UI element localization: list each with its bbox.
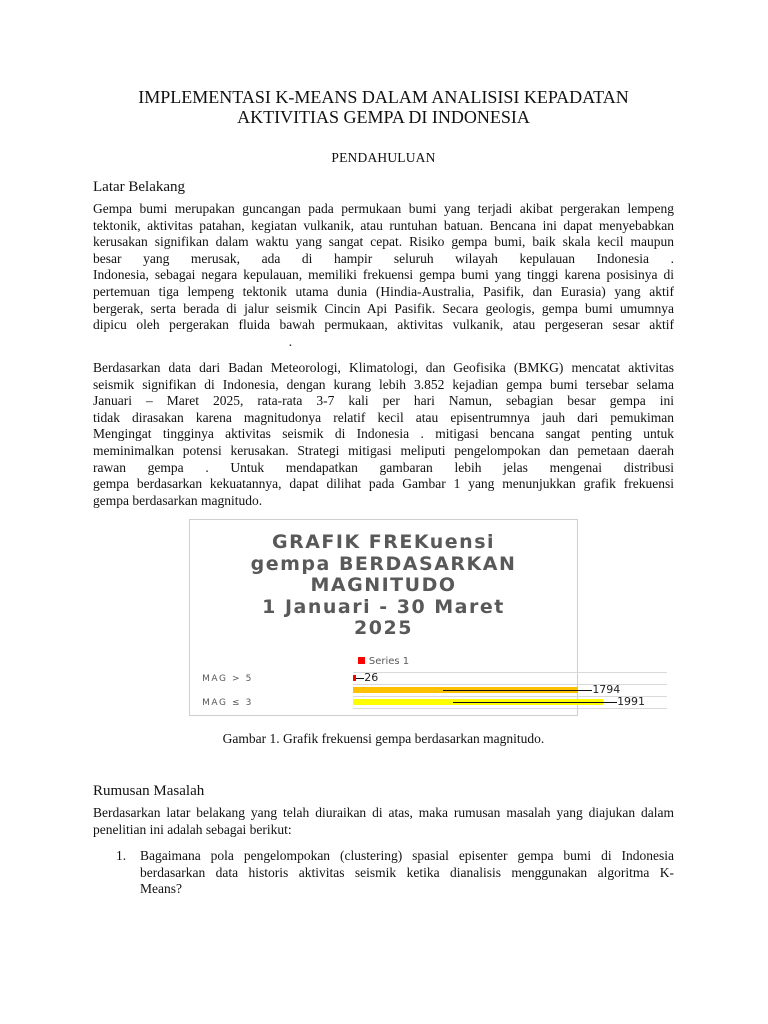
legend-swatch xyxy=(358,657,365,664)
text-line: besar yang merusak, ada di hampir seluruh wilayah kepulauan Indonesia . xyxy=(93,250,674,266)
section-heading: PENDAHULUAN xyxy=(331,150,436,165)
text-line: Means? xyxy=(140,881,182,897)
chart-legend xyxy=(190,656,577,667)
text-line: gempa berdasarkan magnitudo. xyxy=(93,492,263,508)
chart-title-line: gempa BERDASARKAN xyxy=(250,552,517,575)
text-line: tektonik, aktivitas patahan, kegiatan vulkanik, atau runtuhan batuan. Bencana ini dapat menyebabkan xyxy=(93,217,674,233)
text-line: kerusakan signifikan dalam waktu yang sangat cepat. Risiko gempa bumi, baik skala kecil maupun xyxy=(93,234,674,250)
paragraph-rumusan-masalah xyxy=(93,805,674,838)
chart-plot-area xyxy=(190,671,646,716)
data-label: 1991 xyxy=(617,695,646,708)
text-line: Indonesia, sebagai negara kepulauan, memiliki frekuensi gempa bumi yang tinggi karena posisinya di xyxy=(93,267,674,283)
y-tick-label: MAG ≤ 3 xyxy=(202,698,253,708)
data-label-leader xyxy=(453,702,617,703)
chart-title-line: MAGNITUDO xyxy=(310,574,457,596)
subheading-latar-belakang: Latar Belakang xyxy=(93,179,186,195)
title-line-1: IMPLEMENTASI K-MEANS DALAM ANALISISI KEPADATAN xyxy=(138,87,629,107)
y-tick-label: MAG > 5 xyxy=(202,674,253,684)
data-label-leader xyxy=(443,690,592,691)
figure-caption: Gambar 1. Grafik frekuensi gempa berdasarkan magnitudo. xyxy=(222,731,545,746)
text-line: Berdasarkan data dari Badan Meteorologi, Klimatologi, dan Geofisika (BMKG) mencatat aktivitas xyxy=(93,360,674,375)
chart-title-line: GRAFIK FREKuensi xyxy=(271,531,496,553)
list-item xyxy=(140,848,674,898)
text-line: Januari – Maret 2025, rata-rata 3-7 kali per hari Namun, sebagian besar gempa ini xyxy=(93,393,674,409)
text-line: gempa berdasarkan kekuatannya, dapat dilihat pada Gambar 1 yang menunjukkan grafik frekuensi xyxy=(93,476,674,492)
data-label: 26 xyxy=(364,671,379,684)
chart-figure xyxy=(189,519,646,716)
text-line: meminimalkan potensi kerusakan. Strategi mitigasi meliputi pengelompokan dan pemetaan daerah xyxy=(93,442,674,458)
text-line: . xyxy=(93,333,293,349)
text-line: penelitian ini adalah sebagai berikut: xyxy=(93,821,292,837)
text-line: bergerak, serta berada di jalur seismik Cincin Api Pasifik. Secara geologis, gempa bumi umumnya xyxy=(93,300,674,316)
chart-title xyxy=(190,532,577,640)
data-label-leader xyxy=(356,678,364,679)
gridline xyxy=(353,672,667,673)
text-line: Gempa bumi merupakan guncangan pada permukaan bumi yang terjadi akibat pergerakan lempeng xyxy=(93,201,674,216)
text-line: dipicu oleh pergerakan fluida bawah permukaan, aktivitas vulkanik, atau pergeseran sesar aktif xyxy=(93,317,674,333)
text-line: Bagaimana pola pengelompokan (clustering) spasial episenter gempa bumi di Indonesia xyxy=(140,848,674,863)
text-line: Berdasarkan latar belakang yang telah diuraikan di atas, maka rumusan masalah yang diajukan dalam xyxy=(93,805,674,820)
list-number: 1. xyxy=(116,848,127,863)
data-label: 1794 xyxy=(592,683,621,696)
document-title xyxy=(93,87,674,127)
chart-title-line: 2025 xyxy=(354,617,413,639)
text-line: pertemuan tiga lempeng tektonik utama dunia (Hindia-Australia, Pasifik, dan Eurasia) yang aktif xyxy=(93,283,674,299)
paragraph-latar-belakang-2 xyxy=(93,360,674,509)
chart-title-line: 1 Januari - 30 Maret xyxy=(262,595,505,618)
gridline xyxy=(353,708,667,709)
subheading-rumusan-masalah: Rumusan Masalah xyxy=(93,783,205,799)
text-line: tidak dirasakan karena magnitudonya relatif kecil atau episentrumnya jauh dari pemukiman xyxy=(93,409,674,425)
text-line: Mengingat tingginya aktivitas seismik di Indonesia . mitigasi bencana sangat penting untuk xyxy=(93,426,674,442)
text-line: berdasarkan data historis aktivitas seismik ketika dianalisis menggunakan algoritma K- xyxy=(140,864,674,880)
title-line-2: AKTIVITIAS GEMPA DI INDONESIA xyxy=(237,107,530,127)
legend-label: Series 1 xyxy=(368,656,410,667)
paragraph-latar-belakang-1 xyxy=(93,201,674,350)
text-line: rawan gempa . Untuk mendapatkan gambaran lebih jelas mengenai distribusi xyxy=(93,459,674,475)
text-line: seismik signifikan di Indonesia, dengan kurang lebih 3.852 kejadian gempa bumi tersebar selama xyxy=(93,376,674,392)
